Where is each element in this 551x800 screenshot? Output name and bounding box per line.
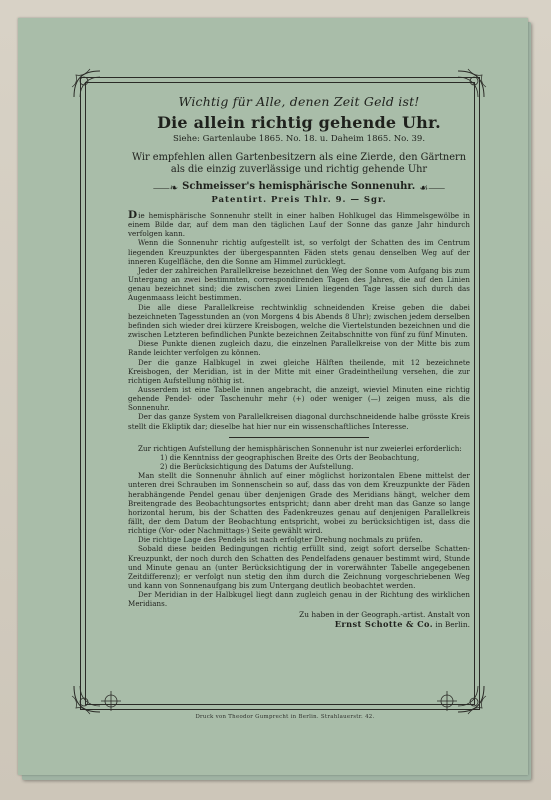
paragraph-7: Ausserdem ist eine Tabelle innen angebracht, die anzeigt, wieviel Minuten eine richtig gehende Pendel- oder Taschenuhr mehr (+) oder weniger (—) zeigen muss, als die Sonnenuhr. xyxy=(128,384,470,413)
headline: Die allein richtig gehende Uhr. xyxy=(157,113,441,132)
notice-content xyxy=(128,94,470,629)
paragraph-13: Der Meridian in der Halbkugel liegt dann zugleich genau in der Richtung des wirklichen Meridians. xyxy=(128,590,470,609)
printer-imprint: Druck von Theodor Gumprecht in Berlin. Strahlauerstr. 42. xyxy=(195,714,375,720)
paragraph-9: Zur richtigen Aufstellung der hemisphärischen Sonnenuhr ist nur zweierlei erforderlich: xyxy=(138,443,462,453)
paragraph-3: Jeder der zahlreichen Parallelkreise bezeichnet den Weg der Sonne vom Aufgang bis zum Untergang an zwei bestimmten, correspondirenden Tagen des Jahres, die auf den Linien genau bezeichnet sind; die zwischen zwei Linien liegenden Tage lassen sich durch das Augenmaass leicht bestimmen. xyxy=(128,265,470,303)
compass-ornament-left xyxy=(100,690,122,712)
reference-line: Siehe: Gartenlaube 1865. No. 18. u. Daheim 1865. No. 39. xyxy=(172,134,426,144)
paragraph-5: Diese Punkte dienen zugleich dazu, die einzelnen Parallelkreise von der Mitte bis zum Rande leichter verfolgen zu können. xyxy=(128,339,470,358)
sale-suffix: in Berlin. xyxy=(435,619,470,629)
tagline: Wichtig für Alle, denen Zeit Geld ist! xyxy=(178,94,420,109)
paragraph-12: Sobald diese beiden Bedingungen richtig erfüllt sind, zeigt sofort derselbe Schatten-Kreuzpunkt, der noch durch den Schatten des Pendelfadens genauer bestimmt wird, Stunde und Minute genau an (unter Berücksichtigung der in vorerwähnter Tabelle angegebenen Zeitdifferenz); er verfolgt nun stetig den ihm durch die Zeichnung vorgeschriebenen Weg und kann von Sonnenaufgang bis zum Untergang deutlich beobachtet werden. xyxy=(128,544,470,591)
product-name: Schmeisser's hemisphärische Sonnenuhr. xyxy=(182,181,416,192)
paragraph-8: Der das ganze System von Parallelkreisen diagonal durchschneidende halbe grösste Kreis stellt die Ekliptik dar; dieselbe hat hier nur ein wissenschaftliches Interesse. xyxy=(128,412,470,431)
flourish-left-icon: ⸺❧ xyxy=(152,183,179,194)
flourish-right-icon: ☙⸺ xyxy=(419,183,446,194)
intro-text: Wir empfehlen allen Gartenbesitzern als eine Zierde, den Gärtnern als die einzig zuverlässige und richtig gehende Uhr xyxy=(131,152,467,175)
corner-ornament-bottom-right xyxy=(454,682,488,716)
list-item-1: 1) die Kenntniss der geographischen Breite des Orts der Beobachtung, xyxy=(160,452,420,462)
corner-ornament-bottom-left xyxy=(70,682,104,716)
body-text xyxy=(128,211,470,629)
paragraph-2: Wenn die Sonnenuhr richtig aufgestellt ist, so verfolgt der Schatten des im Centrum liegenden Kreuzpunktes der übergespannten Fäden stets genau denselben Weg auf der inneren Kugelfläche, den die Sonne am Himmel zurücklegt. xyxy=(128,238,470,266)
sale-line xyxy=(128,610,470,629)
paragraph-4: Die alle diese Parallelkreise rechtwinklig schneidenden Kreise geben die dabei bezeichneten Tagesstunden an (von Morgens 4 bis Abends 8 Uhr); zwischen jedem derselben befinden sich wieder drei kürzere Kreisbogen, welche die Viertelstunden bezeichnen und die zwischen Letzteren befindlichen Punkte bezeichnen Zeitabschnitte von fünf zu fünf Minuten. xyxy=(128,302,470,340)
sale-firm: Ernst Schotte & Co. xyxy=(334,618,433,629)
paragraph-1 xyxy=(128,211,470,238)
section-divider xyxy=(229,437,369,438)
paragraph-10: Man stellt die Sonnenuhr ähnlich auf einer möglichst horizontalen Ebene mittelst der unteren drei Schrauben im Sonnenschein so auf, dass das von dem Kreuzpunkte der Fäden herabhängende Pendel genau über denjenigen Grade des Meridians hängt, welcher dem Breitengrade des Beobachtungsortes entspricht; dann aber dreht man das Ganze so lange horizontal herum, bis der Schatten des Fadenkreuzes genau auf denjenigen Parallelkreis fällt, der dem Datum der Beobachtung entspricht, wobei zu berücksichtigen ist, dass die richtige (Vor- oder Nachmittags-) Seite gewählt wird. xyxy=(128,471,470,536)
paragraph-1-text: ie hemisphärische Sonnenuhr stellt in einer halben Hohlkugel das Himmelsgewölbe in einem Bilde dar, auf dem man den täglichen Lauf der Sonne das ganze Jahr hindurch verfolgen kann. xyxy=(128,211,470,239)
product-title-row xyxy=(128,179,470,194)
compass-ornament-right xyxy=(436,690,458,712)
drop-initial: D xyxy=(128,209,138,221)
paragraph-11: Die richtige Lage des Pendels ist nach erfolgter Drehung nochmals zu prüfen. xyxy=(138,535,423,545)
patent-price-line: Patentirt. Preis Thlr. 9. — Sgr. xyxy=(211,195,387,205)
corner-ornament-top-left xyxy=(70,67,104,101)
list-item-2: 2) die Berücksichtigung des Datums der Aufstellung. xyxy=(160,462,354,472)
sale-prefix: Zu haben in der Geograph.-artist. Anstalt von xyxy=(299,609,470,619)
paragraph-6: Der die ganze Halbkugel in zwei gleiche Hälften theilende, mit 12 bezeichnete Kreisbogen, der Meridian, ist in der Mitte mit einer Gradeintheilung versehen, die zur richtigen Aufstellung nöthig ist. xyxy=(128,357,470,385)
